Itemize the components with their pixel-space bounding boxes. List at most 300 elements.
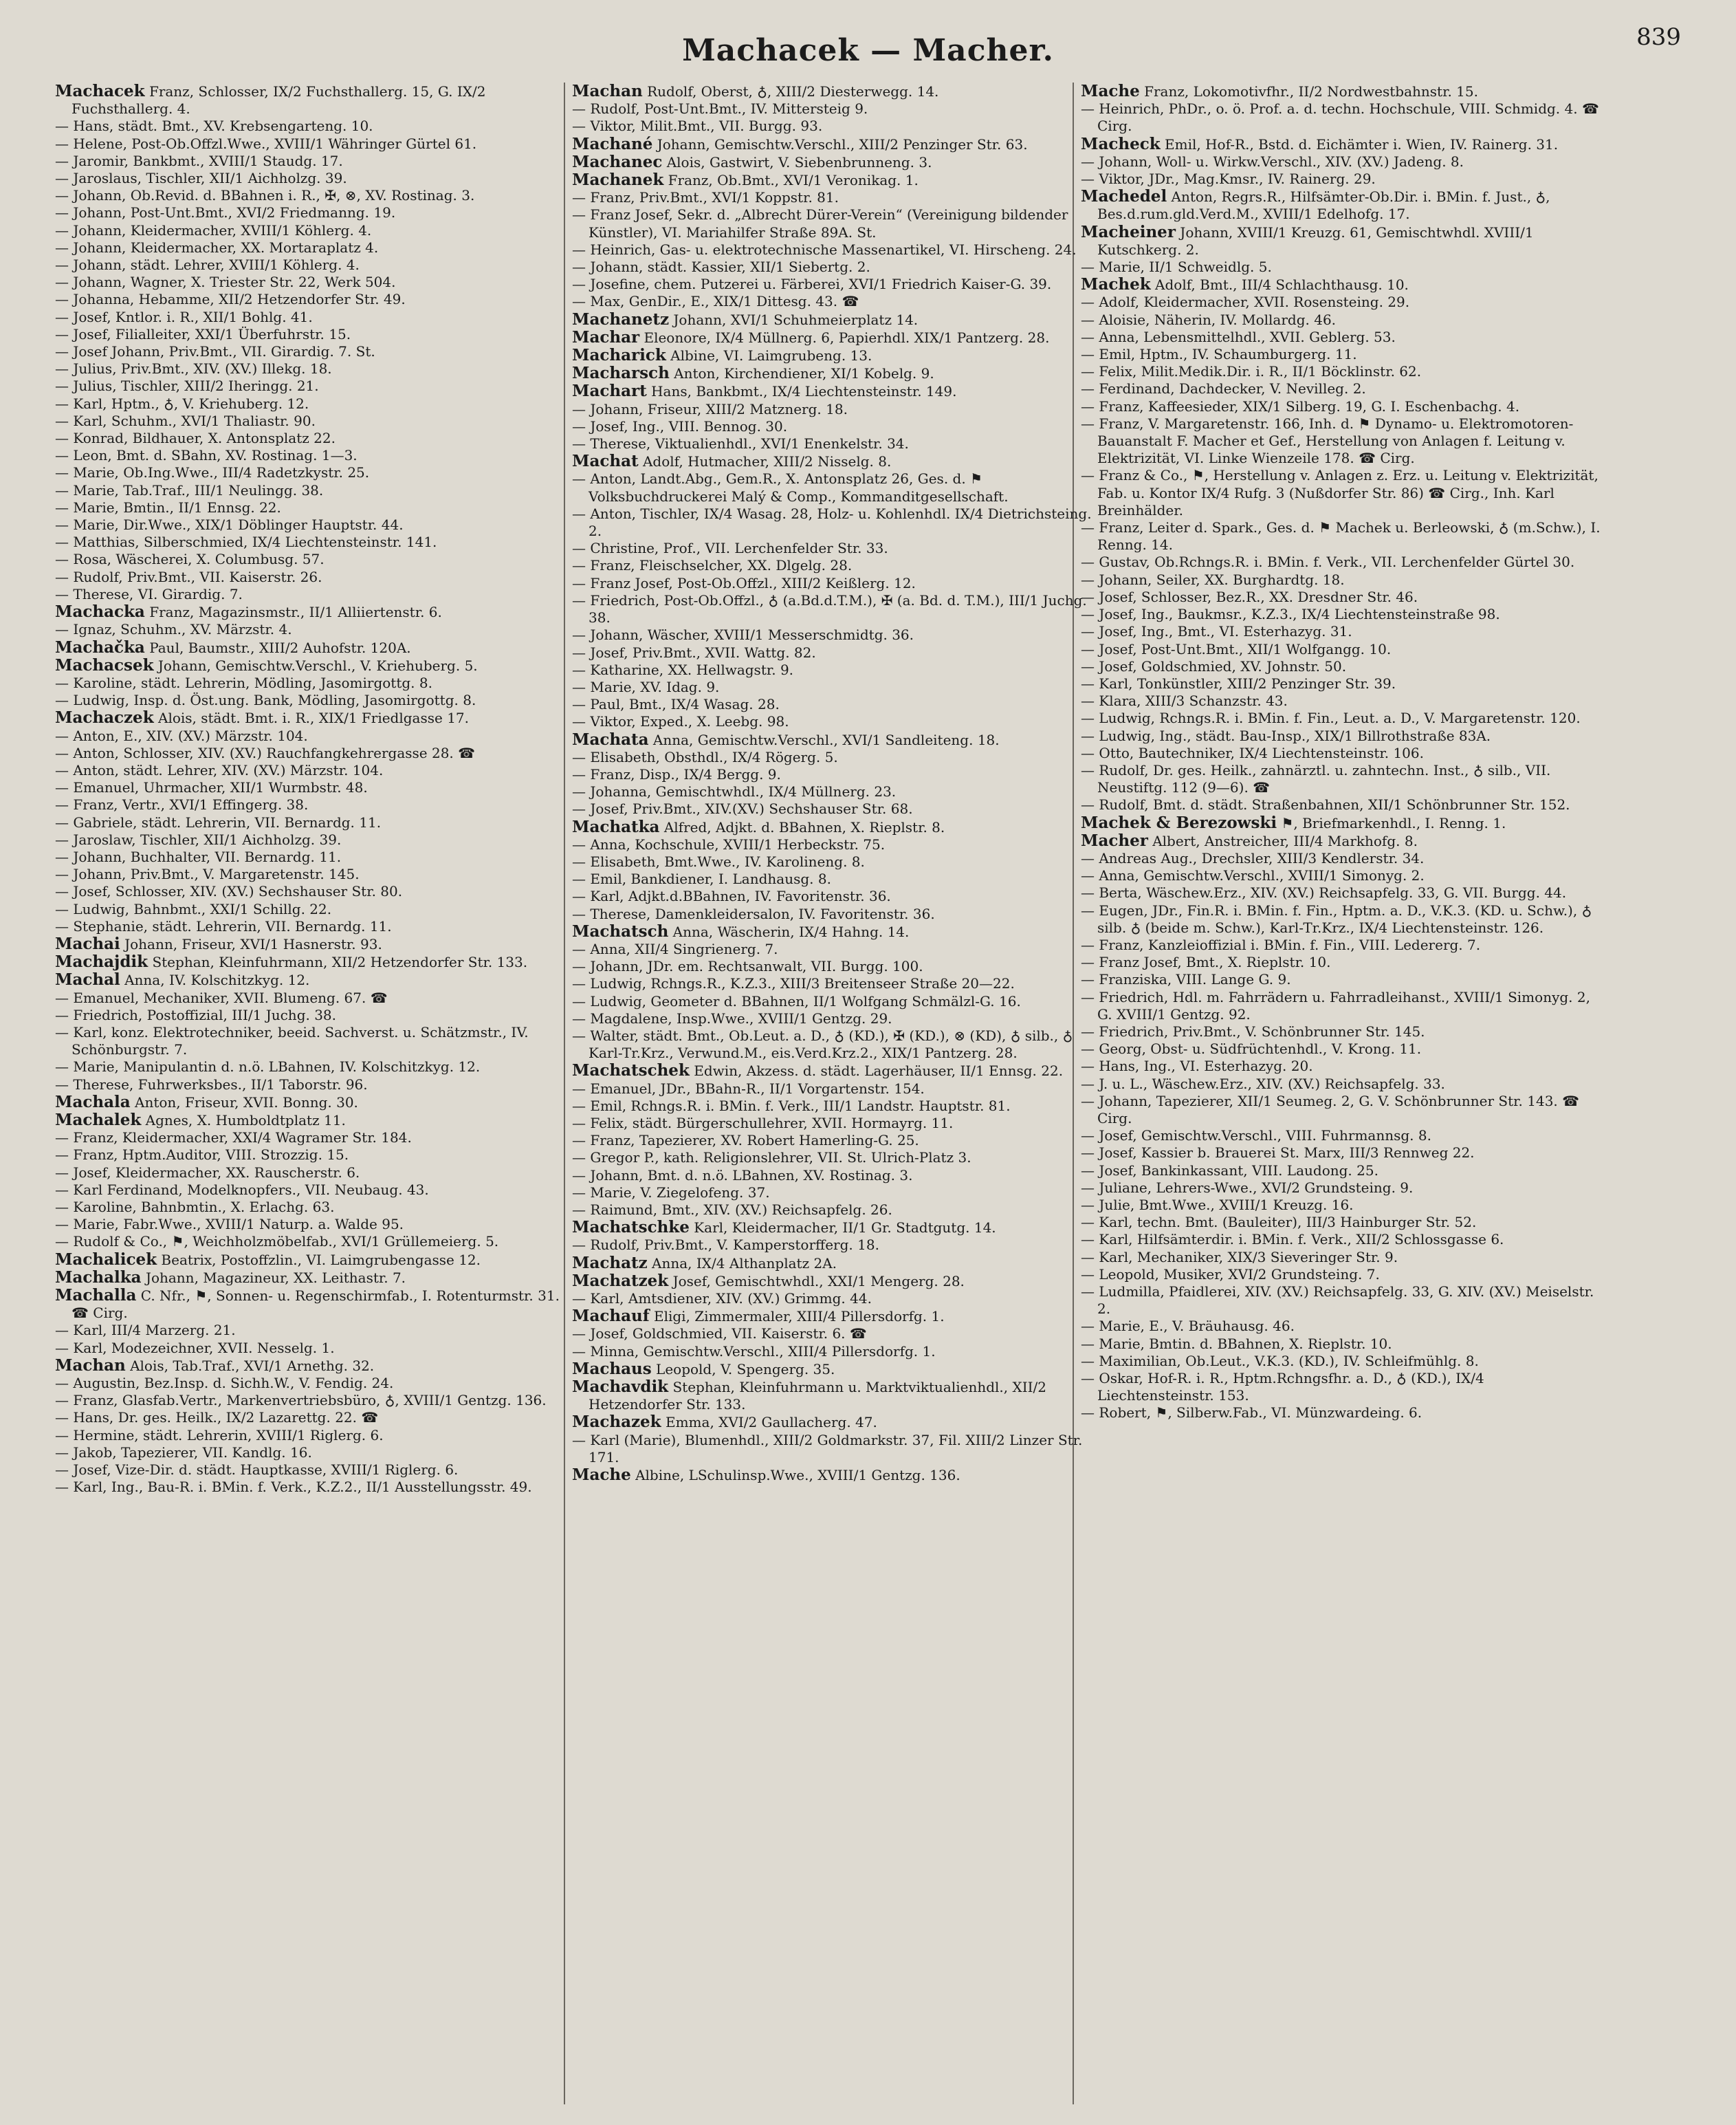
directory-entry [572,923,1095,941]
entry-text: Johann, XVI/1 Schuhmeierplatz 14. [673,311,919,328]
entry-text: — Viktor, Milit.Bmt., VII. Burgg. 93. [572,118,823,135]
entry-text: — Julie, Bmt.Wwe., XVIII/1 Kreuzg. 16. [1081,1197,1354,1213]
entry-surname: Machalek [55,1111,142,1129]
entry-text: Adolf, Bmt., III/4 Schlachthausg. 10. [1155,276,1409,294]
directory-entry [55,291,578,308]
entry-text: Stephan, Kleinfuhrmann u. Marktviktualienhdl., XII/2 Hetzendorfer Str. 133. [589,1379,1046,1413]
directory-entry [1081,1266,1603,1283]
directory-entry [1081,329,1603,346]
entry-text: — Franz, Fleischselcher, XX. Dlgelg. 28. [572,557,853,574]
entry-text: — Johann, Kleidermacher, XX. Mortaraplatz 4. [55,239,379,256]
entry-text: — Karoline, Bahnbmtin., X. Erlachg. 63. [55,1199,335,1215]
entry-text: — Franz Josef, Sekr. d. „Albrecht Dürer-Verein“ (Vereinigung bildender Künstler), VI. Mariahilfer Straße 89A. St. [572,206,1068,241]
entry-text: — Franz, Glasfab.Vertr., Markenvertriebsbüro, ♁, XVIII/1 Gentzg. 136. [55,1392,547,1409]
directory-entry [572,1466,1095,1484]
directory-entry [1081,902,1603,937]
entry-text: — Emanuel, Mechaniker, XVII. Blumeng. 67. ☎ [55,989,388,1006]
entry-text: — Eugen, JDr., Fin.R. i. BMin. f. Fin., Hptm. a. D., V.K.3. (KD. u. Schw.), ♁ silb. ♁ (beide m. Schw.), Karl-Tr.Krz., IX/4 Liechtensteinstr. 126. [1081,902,1592,936]
entry-text: — Stephanie, städt. Lehrerin, VII. Bernardg. 11. [55,917,392,935]
directory-entry [55,534,578,551]
directory-entry [1081,312,1603,329]
directory-entry [55,1340,578,1357]
entry-text: — Franz Josef, Bmt., X. Rieplstr. 10. [1081,954,1331,971]
directory-entry [572,206,1095,241]
entry-text: — Otto, Bautechniker, IX/4 Liechtensteinstr. 106. [1081,744,1424,761]
directory-entry [55,1427,578,1444]
entry-surname: Machar [572,328,640,347]
entry-text: — Ludwig, Ing., städt. Bau-Insp., XIX/1 Billrothstraße 83A. [1081,727,1491,744]
directory-entry [1081,1336,1603,1353]
directory-entry [1081,1179,1603,1197]
entry-text: — Emil, Rchngs.R. i. BMin. f. Verk., III/1 Landstr. Hauptstr. 81. [572,1097,1011,1114]
directory-entry [572,1062,1095,1080]
entry-surname: Machedel [1081,188,1167,206]
directory-entry [55,499,578,516]
directory-entry [1081,276,1603,294]
entry-text: — Franz, Kleidermacher, XXI/4 Wagramer Str. 184. [55,1129,412,1146]
directory-entry [1081,1404,1603,1421]
directory-entry [1081,153,1603,171]
directory-entry [1081,188,1603,223]
entry-text: — Hans, Ing., VI. Esterhazyg. 20. [1081,1058,1313,1075]
directory-entry [572,1378,1095,1413]
entry-text: — Emanuel, Uhrmacher, XII/1 Wurmbstr. 48. [55,779,368,796]
entry-text: — Franz, Kanzleioffizial i. BMin. f. Fin., VIII. Ledererg. 7. [1081,936,1481,953]
directory-entry [572,575,1095,592]
directory-entry [572,1184,1095,1201]
directory-entry [572,241,1095,259]
directory-entry [572,293,1095,310]
entry-text: — Anna, Lebensmittelhdl., XVII. Geblerg. 53. [1081,328,1396,345]
directory-entry [1081,554,1603,571]
directory-entry [1081,710,1603,727]
directory-entry [572,171,1095,189]
page-title: Machacek — Macher. [682,33,1054,68]
directory-entry [1081,884,1603,902]
entry-text: — Josef, Kntlor. i. R., XII/1 Bohlg. 41. [55,308,313,325]
entry-text: — Franz & Co., ⚑, Herstellung v. Anlagen z. Erz. u. Leitung v. Elektrizität, Fab. u. Kontor IX/4 Rufg. 3 (Nußdorfer Str. 86) ☎ Cirg., Inh. Karl Breinhälder. [1081,467,1598,519]
entry-text: — Oskar, Hof-R. i. R., Hptm.Rchngsfhr. a. D., ♁ (KD.), IX/4 Liechtensteinstr. 153. [1081,1370,1484,1404]
directory-entry [572,1149,1095,1166]
entry-text: — Marie, Bmtin., II/1 Ennsg. 22. [55,499,281,516]
entry-text: Emma, XVI/2 Gaullacherg. 47. [665,1414,877,1431]
entry-text: — Karl, Hilfsämterdir. i. BMin. f. Verk., XII/2 Schlossgasse 6. [1081,1231,1504,1248]
directory-entry [1081,796,1603,814]
entry-text: Josef, Gemischtwhdl., XXI/1 Mengerg. 28. [672,1272,965,1289]
entry-text: Rudolf, Oberst, ♁, XIII/2 Diesterwegg. 14. [647,83,939,100]
directory-entry [572,1201,1095,1219]
entry-surname: Machala [55,1093,131,1111]
directory-entry [1081,519,1603,554]
directory-entry [55,1392,578,1409]
entry-text: Johann, Gemischtw.Verschl., V. Kriehuberg. 5. [157,657,478,674]
directory-entry [55,1093,578,1111]
directory-entry [572,941,1095,958]
directory-entry [572,1360,1095,1378]
entry-text: — Josef, Goldschmied, XV. Johnstr. 50. [1081,657,1347,675]
entry-text: Anna, Gemischtw.Verschl., XVI/1 Sandleiteng. 18. [652,731,1000,748]
directory-entry [1081,224,1603,259]
directory-entry [1081,171,1603,188]
directory-entry [55,343,578,360]
directory-entry [55,309,578,326]
directory-entry [55,447,578,464]
directory-entry [55,692,578,709]
directory-entry [55,1444,578,1461]
directory-entry [1081,83,1603,100]
directory-entry [572,382,1095,400]
directory-entry [572,401,1095,418]
directory-entry [1081,363,1603,380]
directory-column-2 [572,83,1095,1484]
entry-text: — Johann, Wagner, X. Triester Str. 22, Werk 504. [55,274,396,291]
directory-entry [55,745,578,762]
directory-entry [55,516,578,534]
directory-entry [572,1027,1095,1062]
directory-entry [572,749,1095,766]
directory-entry [55,464,578,481]
entry-text: Anton, Kirchendiener, XI/1 Kobelg. 9. [674,365,934,382]
entry-text: — Matthias, Silberschmied, IX/4 Liechtensteinstr. 141. [55,534,437,551]
directory-entry [55,1024,578,1058]
entry-surname: Machan [572,83,643,100]
directory-entry [572,818,1095,836]
entry-text: — Maximilian, Ob.Leut., V.K.3. (KD.), IV. Schleifmühlg. 8. [1081,1352,1479,1369]
directory-entry [55,935,578,953]
directory-entry [55,1058,578,1076]
entry-surname: Machauf [572,1307,650,1326]
directory-entry [1081,658,1603,675]
directory-entry [55,1251,578,1269]
entry-text: — Johann, Kleidermacher, XVIII/1 Köhlerg. 4. [55,221,372,239]
entry-text: — Friedrich, Hdl. m. Fahrrädern u. Fahrradleihanst., XVIII/1 Simonyg. 2, G. XVIII/1 Gentzg. 92. [1081,988,1590,1023]
directory-entry [572,347,1095,364]
entry-surname: Machai [55,935,120,953]
directory-entry [1081,467,1603,519]
entry-text: — Minna, Gemischtw.Verschl., XIII/4 Pillersdorfg. 1. [572,1342,936,1360]
directory-entry [572,644,1095,662]
directory-entry [55,971,578,989]
directory-entry [55,709,578,727]
entry-text: — Marie, XV. Idag. 9. [572,678,720,695]
directory-entry [1081,415,1603,468]
entry-surname: Machanetz [572,310,670,329]
directory-entry [572,958,1095,975]
entry-text: — Johann, Woll- u. Wirkw.Verschl., XIV. (XV.) Jadeng. 8. [1081,153,1464,170]
entry-text: Albert, Anstreicher, III/4 Markhofg. 8. [1152,832,1418,849]
entry-text: — Ludwig, Bahnbmt., XXI/1 Schillg. 22. [55,900,332,917]
directory-entry [1081,1370,1603,1404]
directory-entry [55,378,578,395]
entry-text: Franz, Schlosser, IX/2 Fuchsthallerg. 15, G. IX/2 Fuchsthallerg. 4. [72,83,486,118]
entry-text: — Raimund, Bmt., XIV. (XV.) Reichsapfelg. 26. [572,1201,892,1218]
entry-surname: Machacek [55,83,145,100]
entry-text: — Anton, Schlosser, XIV. (XV.) Rauchfangkehrergasse 28. ☎ [55,744,476,761]
entry-text: — Josef, Ing., Bmt., VI. Esterhazyg. 31. [1081,623,1352,640]
entry-text: — Karl, Mechaniker, XIX/3 Sieveringer Str. 9. [1081,1248,1398,1265]
directory-entry [572,1080,1095,1098]
entry-text: Edwin, Akzess. d. städt. Lagerhäuser, II/1 Ennsg. 22. [694,1062,1064,1080]
directory-entry [1081,1197,1603,1214]
directory-entry [55,1164,578,1181]
directory-entry [572,557,1095,574]
entry-text: — Josef, Kassier b. Brauerei St. Marx, III/3 Rennweg 22. [1081,1144,1475,1162]
entry-text: — Franz Josef, Post-Ob.Offzl., XIII/2 Keißlerg. 12. [572,574,916,591]
entry-text: Hans, Bankbmt., IX/4 Liechtensteinstr. 149. [651,383,957,400]
entry-surname: Machavdik [572,1378,669,1397]
directory-entry [55,395,578,413]
directory-entry [1081,1076,1603,1093]
entry-text: — Johann, Post-Unt.Bmt., XVI/2 Friedmanng. 19. [55,204,396,221]
entry-text: — Josef, Gemischtw.Verschl., VIII. Fuhrmannsg. 8. [1081,1127,1431,1144]
entry-text: — Johann, Bmt. d. n.ö. LBahnen, XV. Rostinag. 3. [572,1166,913,1184]
entry-text: — Ludmilla, Pfaidlerei, XIV. (XV.) Reichsapfelg. 33, G. XIV. (XV.) Meiselstr. 2. [1081,1283,1594,1318]
directory-entry [1081,937,1603,954]
entry-text: — Elisabeth, Obsthdl., IX/4 Rögerg. 5. [572,748,838,765]
directory-entry [572,1413,1095,1431]
directory-entry [1081,1318,1603,1335]
entry-surname: Machatzek [572,1272,669,1290]
entry-surname: Machacsek [55,656,154,675]
entry-text: — Hans, Dr. ges. Heilk., IX/2 Lazarettg. 22. ☎ [55,1409,379,1426]
entry-text: — Josef, Kleidermacher, XX. Rauscherstr. 6. [55,1164,360,1181]
entry-text: — Rudolf, Post-Unt.Bmt., IV. Mittersteig 9. [572,100,868,118]
entry-text: — Josef, Schlosser, Bez.R., XX. Dresdner Str. 46. [1081,588,1418,605]
directory-entry [55,883,578,900]
entry-text: Johann, Magazineur, XX. Leithastr. 7. [145,1269,406,1286]
entry-text: — Gustav, Ob.Rchngs.R. i. BMin. f. Verk., VII. Lerchenfelder Gürtel 30. [1081,554,1575,571]
entry-text: — Berta, Wäschew.Erz., XIV. (XV.) Reichsapfelg. 33, G. VII. Burgg. 44. [1081,884,1567,902]
entry-surname: Machek [1081,276,1151,294]
directory-entry [55,1007,578,1024]
entry-text: Johann, Gemischtw.Verschl., XIII/2 Penzinger Str. 63. [657,135,1028,153]
entry-surname: Machanek [572,171,664,190]
directory-entry [55,153,578,170]
directory-entry [55,1129,578,1146]
entry-text: — Johann, Tapezierer, XII/1 Seumeg. 2, G. V. Schönbrunner Str. 143. ☎ Cirg. [1081,1092,1580,1126]
entry-text: — Josefine, chem. Putzerei u. Färberei, XVI/1 Friedrich Kaiser-G. 39. [572,276,1052,293]
entry-text: — Emil, Hptm., IV. Schaumburgerg. 11. [1081,346,1357,363]
directory-entry [55,796,578,814]
entry-text: — Johann, Wäscher, XVIII/1 Messerschmidtg. 36. [572,626,914,644]
directory-entry [572,118,1095,135]
entry-text: — Franz, Vertr., XVI/1 Effingerg. 38. [55,796,309,814]
directory-entry [572,153,1095,171]
directory-entry [1081,641,1603,658]
entry-text: — Paul, Bmt., IX/4 Wasag. 28. [572,696,780,713]
entry-text: — Marie, Tab.Traf., III/1 Neulingg. 38. [55,481,324,499]
directory-entry [55,779,578,796]
entry-text: Eleonore, IX/4 Müllnerg. 6, Papierhdl. XIX/1 Pantzerg. 28. [644,329,1050,346]
directory-entry [55,326,578,343]
entry-surname: Machat [572,453,639,471]
entry-surname: Machačka [55,638,145,657]
directory-entry [1081,867,1603,884]
entry-surname: Macharsch [572,364,670,383]
directory-entry [1081,346,1603,363]
entry-text: Adolf, Hutmacher, XIII/2 Nisselg. 8. [642,453,892,470]
directory-entry [1081,1040,1603,1058]
directory-entry [55,586,578,603]
directory-entry [55,866,578,883]
directory-entry [572,836,1095,853]
entry-text: Anton, Friseur, XVII. Bonng. 30. [135,1093,358,1111]
entry-text: — Rudolf & Co., ⚑, Weichholzmöbelfab., XVI/1 Grüllemeierg. 5. [55,1233,499,1250]
entry-text: — Leon, Bmt. d. SBahn, XV. Rostinag. 1—3. [55,447,358,464]
directory-entry [55,1269,578,1287]
entry-surname: Mache [572,1466,631,1485]
directory-entry [1081,1058,1603,1075]
entry-text: — Johann, städt. Kassier, XII/1 Siebertg. 2. [572,259,870,276]
entry-text: Paul, Baumstr., XIII/2 Auhofstr. 120A. [149,639,411,656]
directory-entry [572,83,1095,100]
entry-text: — Karl (Marie), Blumenhdl., XIII/2 Goldmarkstr. 37, Fil. XIII/2 Linzer Str. 171. [572,1431,1083,1465]
entry-surname: Machanec [572,153,663,171]
entry-text: — Augustin, Bez.Insp. d. Sichh.W., V. Fendig. 24. [55,1375,394,1392]
entry-text: — Friedrich, Priv.Bmt., V. Schönbrunner Str. 145. [1081,1023,1425,1040]
directory-entry [572,1325,1095,1342]
directory-entry [55,657,578,675]
entry-text: — Robert, ⚑, Silberw.Fab., VI. Münzwardeing. 6. [1081,1404,1422,1421]
directory-entry [572,470,1095,505]
directory-entry [1081,259,1603,276]
directory-entry [572,276,1095,293]
entry-surname: Machatka [572,818,660,836]
directory-entry [1081,606,1603,623]
directory-entry [572,713,1095,730]
entry-surname: Machajdik [55,953,149,972]
directory-entry [55,918,578,935]
entry-text: — Marie, Bmtin. d. BBahnen, X. Rieplstr. 10. [1081,1335,1392,1352]
entry-text: — Anton, Landt.Abg., Gem.R., X. Antonsplatz 26, Ges. d. ⚑ Volksbuchdruckerei Malý & Comp., Kommanditgesellschaft. [572,470,1009,505]
entry-surname: Machata [572,730,649,749]
directory-entry [572,1010,1095,1027]
entry-text: — Hans, städt. Bmt., XV. Krebsengarteng. 10. [55,118,373,135]
entry-text: — Julius, Priv.Bmt., XIV. (XV.) Illekg. 18. [55,360,332,378]
directory-entry [572,853,1095,871]
directory-entry [1081,1127,1603,1144]
directory-entry [572,696,1095,713]
entry-text: — Viktor, JDr., Mag.Kmsr., IV. Rainerg. 29. [1081,171,1376,188]
directory-entry [572,731,1095,749]
entry-text: — Gabriele, städt. Lehrerin, VII. Bernardg. 11. [55,814,382,831]
entry-text: Alois, städt. Bmt. i. R., XIX/1 Friedlgasse 17. [158,710,470,727]
entry-surname: Machek & Berezowski [1081,814,1277,832]
entry-text: — Leopold, Musiker, XVI/2 Grundsteing. 7. [1081,1265,1380,1283]
entry-text: — Josef, Schlosser, XIV. (XV.) Sechshauser Str. 80. [55,883,403,900]
entry-text: — Johanna, Gemischtwhdl., IX/4 Müllnerg. 23. [572,783,897,800]
directory-entry [1081,380,1603,397]
directory-entry [572,435,1095,453]
directory-column-3 [1081,83,1603,1422]
entry-surname: Machart [572,382,647,401]
directory-entry [55,482,578,499]
directory-entry [55,1181,578,1199]
entry-text: — Anton, Tischler, IX/4 Wasag. 28, Holz- u. Kohlenhdl. IX/4 Dietrichsteing. 2. [572,505,1092,540]
entry-text: — Karl, Hptm., ♁, V. Kriehuberg. 12. [55,395,309,412]
directory-entry [55,239,578,257]
entry-text: — Aloisie, Näherin, IV. Mollardg. 46. [1081,311,1337,328]
directory-entry [572,1254,1095,1272]
directory-entry [572,906,1095,923]
entry-text: — Johann, JDr. em. Rechtsanwalt, VII. Burgg. 100. [572,958,923,975]
page-header [0,23,1736,88]
directory-entry [1081,589,1603,606]
entry-text: — Magdalene, Insp.Wwe., XVIII/1 Gentzg. 29. [572,1010,892,1027]
directory-entry [572,626,1095,644]
directory-entry [55,1111,578,1129]
entry-text: Franz, Lokomotivfhr., II/2 Nordwestbahnstr. 15. [1144,83,1478,100]
entry-surname: Machan [55,1356,126,1375]
directory-entry [55,551,578,568]
entry-text: — Ferdinand, Dachdecker, V. Nevilleg. 2. [1081,380,1366,397]
directory-entry [55,849,578,866]
entry-text: — Therese, Damenkleidersalon, IV. Favoritenstr. 36. [572,905,935,922]
directory-entry [1081,675,1603,693]
entry-text: — Josef, Goldschmied, VII. Kaiserstr. 6. ☎ [572,1325,867,1342]
entry-text: — Johann, Seiler, XX. Burghardtg. 18. [1081,571,1345,588]
entry-text: — Karl, Adjkt.d.BBahnen, IV. Favoritenstr. 36. [572,888,891,905]
entry-surname: Machalla [55,1287,137,1305]
directory-entry [572,1343,1095,1360]
entry-text: Alfred, Adjkt. d. BBahnen, X. Rieplstr. 8. [663,818,945,836]
entry-text: — Josef, Filialleiter, XXI/1 Überfuhrstr. 15. [55,325,351,342]
directory-entry [55,901,578,918]
entry-text: — Ignaz, Schuhm., XV. Märzstr. 4. [55,621,292,638]
directory-entry [1081,571,1603,589]
entry-text: — Karl, III/4 Marzerg. 21. [55,1322,236,1339]
entry-text: — Johann, Friseur, XIII/2 Matznerg. 18. [572,400,848,417]
directory-entry [1081,814,1603,832]
entry-surname: Machacka [55,603,145,622]
entry-text: Karl, Kleidermacher, II/1 Gr. Stadtgutg. 14. [694,1219,996,1236]
directory-entry [572,540,1095,557]
directory-entry [1081,1023,1603,1040]
directory-entry [1081,745,1603,762]
directory-entry [572,871,1095,888]
entry-text: — Rudolf, Priv.Bmt., VII. Kaiserstr. 26. [55,568,322,585]
entry-text: — Adolf, Kleidermacher, XVII. Rosensteing. 29. [1081,294,1410,311]
entry-text: — Andreas Aug., Drechsler, XIII/3 Kendlerstr. 34. [1081,849,1425,867]
entry-text: — Johann, städt. Lehrer, XVIII/1 Köhlerg. 4. [55,257,360,274]
entry-text: — Karl, Ing., Bau-R. i. BMin. f. Verk., K.Z.2., II/1 Ausstellungsstr. 49. [55,1479,532,1496]
entry-text: — Josef Johann, Priv.Bmt., VII. Girardig. 7. St. [55,343,375,360]
directory-entry [1081,1162,1603,1179]
entry-text: — Viktor, Exped., X. Leebg. 98. [572,713,789,730]
directory-entry [1081,693,1603,710]
directory-entry [572,766,1095,783]
entry-text: — Jakob, Tapezierer, VII. Kandlg. 16. [55,1443,312,1461]
directory-entry [1081,623,1603,640]
entry-surname: Machalicek [55,1250,157,1269]
directory-entry [572,662,1095,679]
entry-text: — Friedrich, Postoffizial, III/1 Juchg. 38. [55,1006,337,1023]
directory-entry [55,430,578,447]
entry-text: — Franz, Kaffeesieder, XIX/1 Silberg. 19, G. I. Eschenbachg. 4. [1081,397,1520,415]
entry-text: Anna, IX/4 Althanplatz 2A. [652,1254,837,1272]
directory-entry [55,83,578,118]
directory-entry [572,1290,1095,1307]
directory-entry [55,1375,578,1392]
directory-entry [572,135,1095,153]
directory-entry [572,783,1095,800]
entry-text: — Anton, städt. Lehrer, XIV. (XV.) Märzstr. 104. [55,761,384,778]
entry-text: — Franz, V. Margaretenstr. 166, Inh. d. ⚑ Dynamo- u. Elektromotoren-Bauanstalt F. Macher et Gef., Herstellung von Anlagen f. Leitung v. Elektrizität, VI. Linke Wienzeile 178. ☎ Cirg. [1081,415,1574,467]
directory-entry [55,118,578,135]
entry-text: — Elisabeth, Bmt.Wwe., IV. Karolineng. 8. [572,853,865,870]
entry-text: Johann, Friseur, XVI/1 Hasnerstr. 93. [124,935,382,952]
directory-entry [572,364,1095,382]
